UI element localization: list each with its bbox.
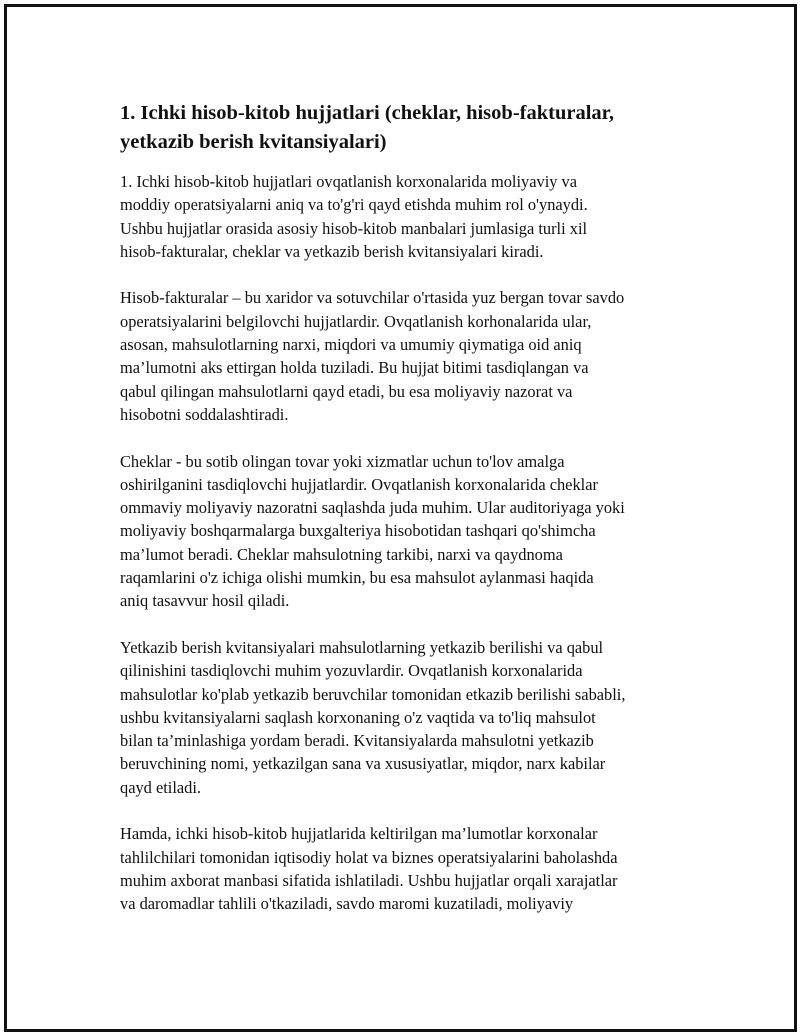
paragraph-delivery-receipts: Yetkazib berish kvitansiyalari mahsulotlarning yetkazib berilishi va qabul qilinishini tasdiqlovchi muhim yozuvlardir. Ovqatlanish korxonalarida mahsulotlar ko'plab yetkazib beruvchilar tomonidan etkazib berilishi sababli, ushbu kvitansiyalarni saqlash korxonaning o'z vaqtida va to'liq mahsulot bilan ta’minlashiga yordam beradi. Kvitansiyalarda mahsulotni yetkazib beruvchining nomi, yetkazilgan sana va xususiyatlar, miqdor, narx kabilar qayd etiladi. <box>120 637 626 797</box>
document-page <box>4 4 797 1032</box>
document-body <box>120 99 700 939</box>
paragraph-intro: 1. Ichki hisob-kitob hujjatlari ovqatlanish korxonalarida moliyaviy va moddiy operatsiyalarni aniq va to'g'ri qayd etishda muhim rol o'ynaydi. Ushbu hujjatlar orasida asosiy hisob-kitob manbalari jumlasiga turli xil hisob-fakturalar, cheklar va yetkazib berish kvitansiyalari kiradi. <box>120 172 588 261</box>
section-heading: 1. Ichki hisob-kitob hujjatlari (cheklar, hisob-fakturalar, yetkazib berish kvitansiyalari) <box>120 102 614 153</box>
paragraph-receipts: Cheklar - bu sotib olingan tovar yoki xizmatlar uchun to'lov amalga oshirilganini tasdiqlovchi hujjatlardir. Ovqatlanish korxonalarida cheklar ommaviy moliyaviy nazoratni saqlashda juda muhim. Ular auditoriyaga yoki moliyaviy boshqarmalarga buxgalteriya hisobotidan tashqari qo'shimcha ma’lumot beradi. Cheklar mahsulotning tarkibi, narxi va qaydnoma raqamlarini o'z ichiga olishi mumkin, bu esa mahsulot aylanmasi haqida aniq tasavvur hosil qiladi. <box>120 451 625 611</box>
paragraph-invoices: Hisob-fakturalar – bu xaridor va sotuvchilar o'rtasida yuz bergan tovar savdo operatsiyalarini belgilovchi hujjatlardir. Ovqatlanish korhonalarida ular, asosan, mahsulotlarning narxi, miqdori va umumiy qiymatiga oid aniq ma’lumotni aks ettirgan holda tuziladi. Bu hujjat bitimi tasdiqlangan va qabul qilingan mahsulotlarni qayd etadi, bu esa moliyaviy nazorat va hisobotni soddalashtiradi. <box>120 288 625 424</box>
paragraph-conclusion: Hamda, ichki hisob-kitob hujjatlarida keltirilgan ma’lumotlar korxonalar tahlilchilari tomonidan iqtisodiy holat va biznes operatsiyalarini baholashda muhim axborat manbasi sifatida ishlatiladi. Ushbu hujjatlar orqali xarajatlar va daromadlar tahlili o'tkaziladi, savdo maromi kuzatiladi, moliyaviy <box>120 824 618 914</box>
